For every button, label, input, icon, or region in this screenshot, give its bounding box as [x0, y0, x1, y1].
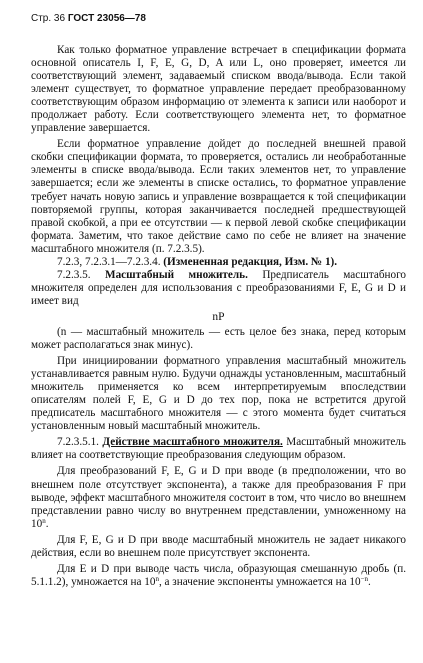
punctuation: .	[45, 517, 49, 530]
paragraph: (n — масштабный множитель — есть целое без знака, перед которым может располагаться знак минус).	[31, 325, 406, 352]
amendment-text: (Измененная редакция, Изм. № 1).	[163, 255, 338, 268]
page-header	[31, 12, 406, 25]
section-text: Предписатель масштабного множителя определен для использования с преобразованиями F, E, G и D и имеет вид	[31, 268, 406, 307]
clause-numbers: 7.2.3, 7.2.3.1—7.2.3.4.	[57, 255, 164, 268]
section-title: Масштабный множитель.	[105, 268, 248, 281]
paragraph-text: , а значение экспоненты умножается на 10	[158, 575, 361, 588]
amendment-note	[31, 256, 406, 269]
section-title: Действие масштабного множителя.	[102, 436, 283, 449]
section-text: Масштабный множитель влияет на соответствующие преобразования следующим образом.	[31, 436, 406, 462]
superscript: n	[155, 574, 159, 583]
clause-number: 7.2.3.5.	[57, 268, 106, 281]
section-scale-factor	[31, 269, 406, 308]
paragraph-text: Для преобразований F, E, G и D при вводе (в предположении, что во внешнем поле отсутствует экспонента), а также для преобразования F при выводе, эффект масштабного множителя состоит в том, что число во внешнем представлении равно числу во внутреннем представлении, умноженному на 10	[31, 465, 406, 530]
clause-number: 7.2.3.5.1.	[57, 436, 103, 449]
formula: nP	[212, 310, 225, 323]
page-number: Стр. 36	[31, 13, 66, 24]
superscript: −n	[360, 574, 369, 583]
paragraph: Для F, E, G и D при вводе масштабный множитель не задает никакого действия, если во внешнем поле присутствует экспонента.	[31, 533, 406, 559]
section-scale-action	[31, 436, 406, 462]
paragraph: При инициировании форматного управления масштабный множитель устанавливается равным нулю. Будучи однажды установленным, масштабный множитель применяется ко всем интерпретируемым впоследствии описателям полей F, E, G и D до тех пор, пока не встретится другой предписатель масштабного множителя — с этого момента будет считаться установленным новый масштабный множитель.	[31, 355, 406, 433]
paragraph	[31, 465, 406, 530]
superscript: n	[42, 516, 46, 525]
standard-code: ГОСТ 23056—78	[67, 13, 146, 24]
punctuation: .	[368, 575, 371, 588]
document-body	[31, 44, 406, 589]
paragraph: Как только форматное управление встречает в спецификации формата основной описатель I, F, E, G, D, A или L, оно проверяет, имеется ли соответствующий элемент, задаваемый списком ввода/вывода. Если такой элемент существует, то форматное управление передает преобразованному соответствующим образом информацию от элемента к записи или наоборот и продолжает работу. Если соответствующего элемента нет, то форматное управление завершается.	[31, 44, 406, 135]
paragraph	[31, 563, 406, 589]
paragraph: Если форматное управление дойдет до последней внешней правой скобки спецификации формата, то проверяется, остались ли необработанные элементы в списке ввода/вывода. Если таких элементов нет, то управление завершается; если же элементы в списке остались, то форматное управление требует начать новую запись и управление возвращается к той спецификации повторяемой группы, которая заканчивается последней предшествующей правой скобкой, а при ее отсутствии — к первой левой скобке спецификации формата. Заметим, что такое действие само по себе не влияет на значение масштабного множителя (п. 7.2.3.5).	[31, 138, 406, 255]
paragraph-text: Для E и D при выводе часть числа, образующая смешанную дробь (п. 5.1.1.2), умножается на 10	[31, 562, 406, 588]
